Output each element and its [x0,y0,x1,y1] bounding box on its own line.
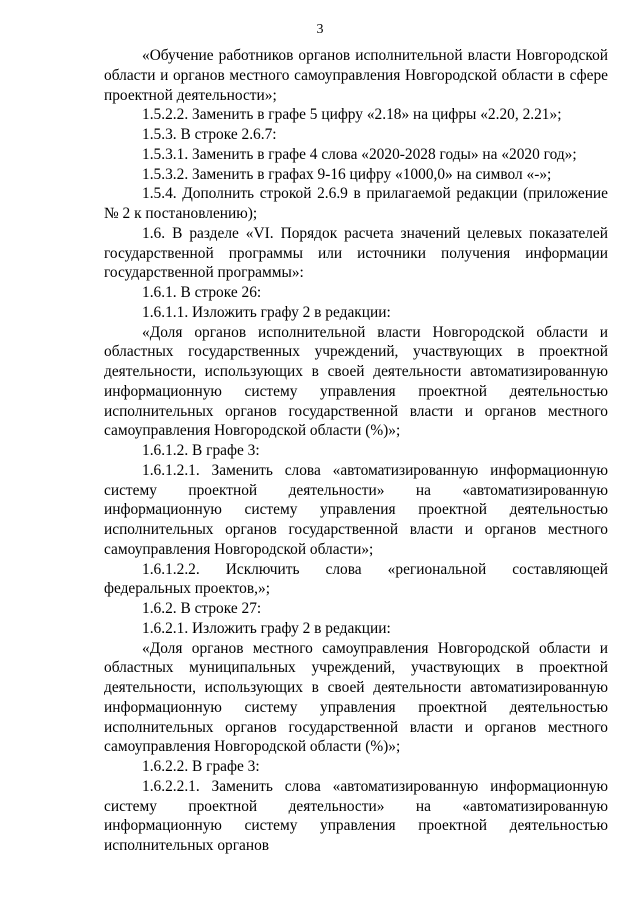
paragraph-1-6-2: 1.6.2. В строке 27: [142,600,262,617]
paragraph-1-5-4: 1.5.4. Дополнить строкой 2.6.9 в прилагаемой редакции (приложение № 2 к постановлению); [104,185,608,222]
paragraph-1-6-1-2: 1.6.1.2. В графе 3: [142,442,260,459]
paragraph-1-6-2-1: 1.6.2.1. Изложить графу 2 в редакции: [142,619,391,637]
paragraph-1-5-3-1: 1.5.3.1. Заменить в графе 4 слова «2020-2028 годы» на «2020 год»; [142,145,577,163]
paragraph-1-6-1-2-1: 1.6.1.2.1. Заменить слова «автоматизированную информационную систему проектной деятельности» на «автоматизированную информационную систему управления проектной деятельностью исполнительных органов государственной власти и органов местного самоуправления Новгородской области»; [104,461,608,558]
paragraph-1-6-1-2-2: 1.6.1.2.2. Исключить слова «региональной составляющей федеральных проектов,»; [104,560,608,598]
paragraph-1-6-1: 1.6.1. В строке 26: [142,284,262,301]
paragraph-indicator-26-text: «Доля органов исполнительной власти Новгородской области и областных государственных учреждений, участвующих в проектной деятельности, использующих в своей деятельности автоматизированную информационную систему управления проектной деятельностью исполнительных органов государственной власти и органов местного самоуправления Новгородской области (%)»; [104,323,608,440]
paragraph-training-program-title: «Обучение работников органов исполнительной власти Новгородской области и органов местного самоуправления Новгородской области в сфере проектной деятельности»; [104,47,608,104]
paragraph-1-5-3: 1.5.3. В строке 2.6.7: [142,126,277,143]
paragraph-1-5-2-2: 1.5.2.2. Заменить в графе 5 цифру «2.18» на цифры «2.20, 2.21»; [142,106,562,124]
page-number: 3 [316,22,324,37]
paragraph-1-6-2-2: 1.6.2.2. В графе 3: [142,758,260,775]
paragraph-1-6-1-1: 1.6.1.1. Изложить графу 2 в редакции: [142,303,391,321]
paragraph-indicator-27-text: «Доля органов местного самоуправления Новгородской области и областных муниципальных учреждений, участвующих в проектной деятельности, использующих в своей деятельности автоматизированную информационную систему управления проектной деятельностью исполнительных органов государственной власти и органов местного самоуправления Новгородской области (%)»; [104,639,608,756]
paragraph-1-5-3-2: 1.5.3.2. Заменить в графах 9-16 цифру «1000,0» на символ «-»; [142,165,552,183]
paragraph-1-6-2-2-1: 1.6.2.2.1. Заменить слова «автоматизированную информационную систему проектной деятельности» на «автоматизированную информационную систему управления проектной деятельностью исполнительных органов [104,777,608,854]
paragraph-1-6: 1.6. В разделе «VI. Порядок расчета значений целевых показателей государственной программы или источники получения информации государственной программы»: [104,224,608,282]
document-body [104,46,608,856]
